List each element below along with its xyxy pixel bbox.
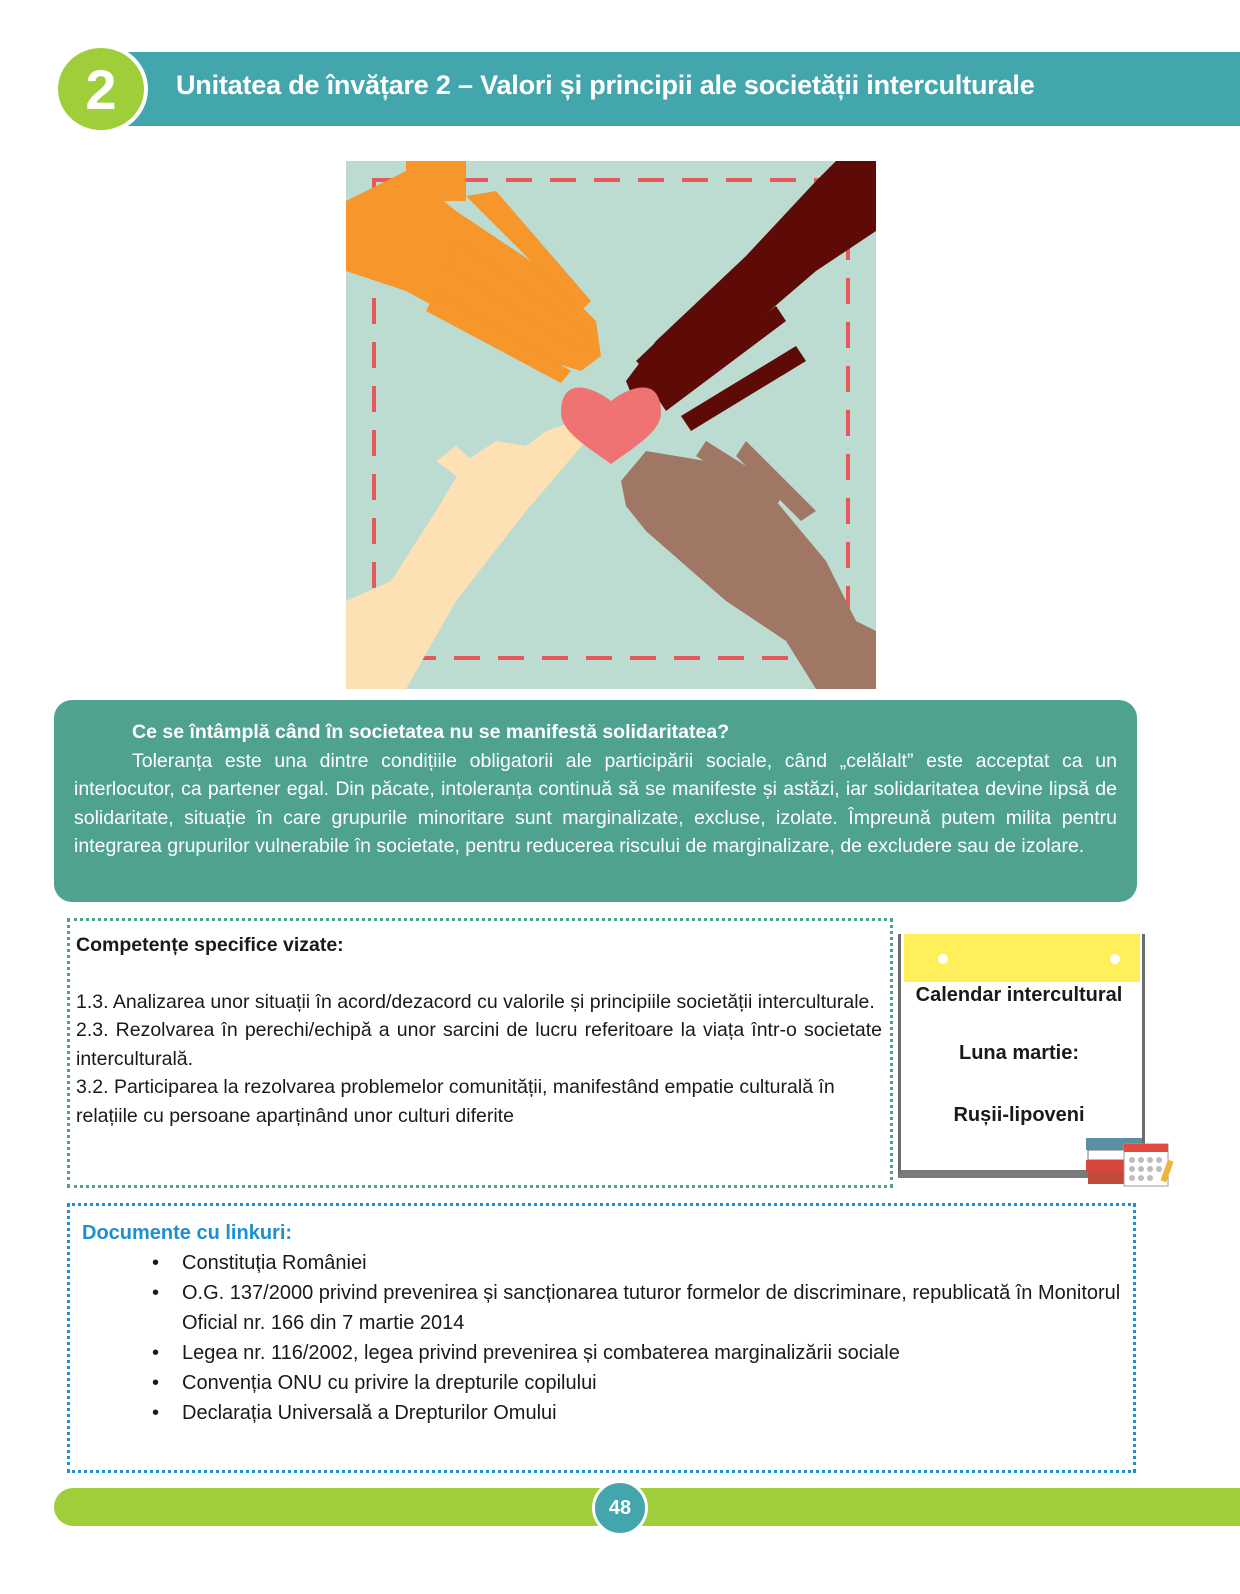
- document-link-text[interactable]: Constituția României: [182, 1252, 367, 1274]
- document-link[interactable]: [152, 1278, 1123, 1338]
- page-title: Unitatea de învățare 2 – Valori și principii ale societății interculturale: [176, 70, 1035, 100]
- unit-number: 2: [85, 57, 117, 121]
- document-link[interactable]: [152, 1248, 1123, 1278]
- calendar-topic: Rușii-lipoveni: [953, 1104, 1085, 1126]
- competences-title: Competențe specifice vizate:: [76, 934, 344, 956]
- competence-item: 1.3. Analizarea unor situații în acord/dezacord cu valorile și principiile societății interculturale.: [76, 990, 875, 1013]
- bullet-icon: •: [152, 1402, 160, 1424]
- intro-box: [54, 700, 1137, 902]
- calendar-widget: [898, 934, 1148, 1180]
- document-link[interactable]: [152, 1398, 1123, 1428]
- competence-item: 3.2. Participarea la rezolvarea problemelor comunității, manifestând empatie culturală în relațiile cu persoane aparținând unor culturi diferite: [76, 1076, 835, 1127]
- document-link-text[interactable]: Legea nr. 116/2002, legea privind prevenirea și combaterea marginalizării sociale: [182, 1342, 900, 1364]
- unit-number-badge: [54, 44, 148, 134]
- hands-with-heart-icon: [346, 161, 876, 689]
- document-link[interactable]: [152, 1368, 1123, 1398]
- page-number: 48: [608, 1496, 632, 1519]
- document-link[interactable]: [152, 1338, 1123, 1368]
- documents-title: Documente cu linkuri:: [82, 1222, 293, 1244]
- document-link-text[interactable]: Declarația Universală a Drepturilor Omului: [182, 1402, 557, 1424]
- intro-question: Ce se întâmplă când în societatea nu se manifestă solidaritatea?: [132, 721, 730, 743]
- bullet-icon: •: [152, 1252, 160, 1274]
- documents-list: [82, 1248, 1123, 1428]
- document-link-text[interactable]: Convenția ONU cu privire la drepturile copilului: [182, 1372, 597, 1394]
- calendar-month: Luna martie:: [958, 1042, 1080, 1064]
- books-calendar-icon: [1086, 1130, 1176, 1190]
- calendar-title: Calendar intercultural: [915, 984, 1123, 1006]
- intro-body: Toleranța este una dintre condițiile obligatorii ale participării sociale, când „celălalt” este acceptat ca un interlocutor, ca partener egal. Din păcate, intoleranța continuă să se manifeste și astăzi, iar solidaritatea devine lipsă de solidaritate, situație în care grupurile minoritare sunt marginalizate, excluse, izolate. Împreună putem milita pentru integrarea grupurilor vulnerabile în societate, pentru reducerea riscului de marginalizare, de excludere sau de izolare.: [74, 749, 1117, 857]
- bullet-icon: •: [152, 1282, 160, 1304]
- competence-item: 2.3. Rezolvarea în perechi/echipă a unor sarcini de lucru referitoare la viața într-o societate interculturală.: [76, 1019, 882, 1070]
- calendar-header: [904, 934, 1140, 982]
- page-number-badge: [592, 1480, 648, 1536]
- bullet-icon: •: [152, 1372, 160, 1394]
- calendar-ring: [938, 954, 948, 964]
- bullet-icon: •: [152, 1342, 160, 1364]
- calendar-ring: [1110, 954, 1120, 964]
- competences-box: [67, 918, 893, 1188]
- document-link-text[interactable]: O.G. 137/2000 privind prevenirea și sancționarea tuturor formelor de discriminare, republicată în Monitorul Oficial nr. 166 din 7 martie 2014: [182, 1282, 1121, 1334]
- documents-box: [67, 1203, 1136, 1473]
